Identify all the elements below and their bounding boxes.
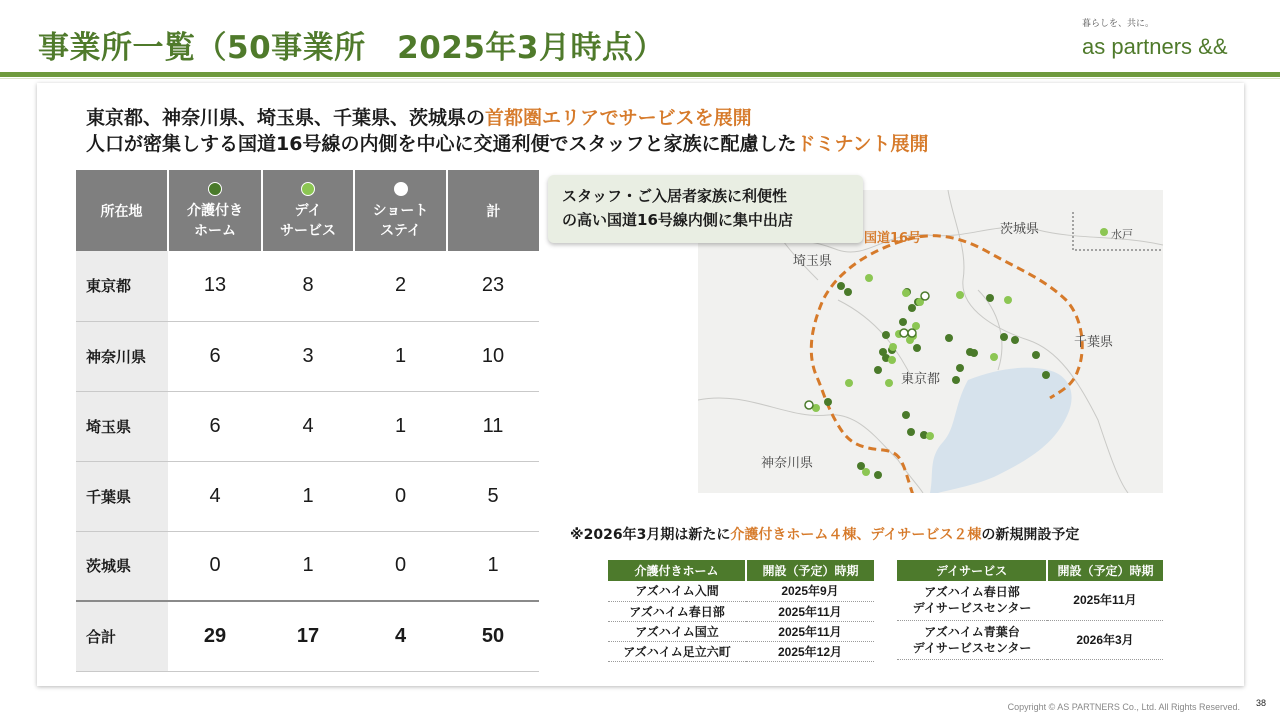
logo-wordmark: as partners && — [1082, 34, 1228, 59]
route-16-label: 国道16号 — [864, 231, 922, 246]
facility-count-table — [76, 170, 539, 672]
col-facility: 介護付きホーム — [608, 560, 746, 581]
cell-total: 1 — [447, 531, 539, 601]
col-facility: デイサービス — [897, 560, 1047, 581]
row-label: 合計 — [76, 601, 168, 671]
map-label-mito: 水戸 — [1111, 228, 1133, 241]
facility-name — [897, 620, 1047, 659]
table-header-row — [76, 170, 539, 251]
page-number: 38 — [1255, 698, 1266, 708]
cell-care-home: 13 — [168, 251, 262, 321]
cell-short-stay: 0 — [354, 461, 447, 531]
note-highlight: 介護付きホーム４棟、デイサービス２棟 — [730, 527, 982, 543]
row-label: 埼玉県 — [76, 391, 168, 461]
table-row — [608, 641, 874, 661]
map-label-saitama: 埼玉県 — [793, 254, 833, 269]
facility-name: アズハイム春日部 — [608, 601, 746, 621]
cell-total: 50 — [447, 601, 539, 671]
cell-day-service: 1 — [262, 531, 354, 601]
page-title: 事業所一覧（50事業所 2025年3月時点） — [38, 30, 665, 66]
facility-name: アズハイム国立 — [608, 621, 746, 641]
care-home-dot-icon — [208, 182, 222, 196]
new-care-home-table — [608, 560, 874, 662]
cell-care-home: 6 — [168, 321, 262, 391]
cell-short-stay: 1 — [354, 391, 447, 461]
row-label: 千葉県 — [76, 461, 168, 531]
company-logo — [1076, 16, 1246, 62]
map-label-ibaraki: 茨城県 — [1000, 222, 1040, 237]
lead-line-1-text: 東京都、神奈川県、埼玉県、千葉県、茨城県の — [86, 107, 486, 129]
facility-name-line-2: デイサービスセンター — [912, 601, 1032, 616]
lead-text — [86, 105, 929, 157]
col-open-date: 開設（予定）時期 — [1047, 560, 1163, 581]
row-label: 東京都 — [76, 251, 168, 321]
open-date: 2025年12月 — [746, 641, 874, 661]
cell-day-service: 8 — [262, 251, 354, 321]
cell-short-stay: 4 — [354, 601, 447, 671]
cell-day-service: 17 — [262, 601, 354, 671]
callout-line-2: の高い国道16号線内側に集中出店 — [562, 211, 793, 229]
open-date: 2025年9月 — [746, 581, 874, 601]
table-row — [608, 601, 874, 621]
table-row — [76, 461, 539, 531]
lead-line-1-highlight: 首都圏エリアでサービスを展開 — [485, 107, 752, 129]
copyright-text: Copyright © AS PARTNERS Co., Ltd. All Rights Reserved. — [1007, 702, 1240, 712]
facility-name-line-1: アズハイム青葉台 — [924, 624, 1020, 639]
lead-line-2-text: 人口が密集しする国道16号線の内側を中心に交通利便でスタッフと家族に配慮した — [86, 133, 797, 155]
cell-day-service: 4 — [262, 391, 354, 461]
col-location: 所在地 — [76, 170, 168, 251]
table-row — [897, 581, 1163, 620]
header-divider-thin — [0, 78, 1280, 79]
table-row — [76, 321, 539, 391]
new-day-service-table — [897, 560, 1163, 660]
cell-day-service: 1 — [262, 461, 354, 531]
cell-care-home: 0 — [168, 531, 262, 601]
cell-short-stay: 1 — [354, 321, 447, 391]
cell-short-stay: 2 — [354, 251, 447, 321]
table-row — [608, 581, 874, 601]
map-label-kanagawa: 神奈川県 — [761, 456, 814, 471]
note-suffix: の新規開設予定 — [981, 527, 1080, 543]
open-date: 2025年11月 — [1047, 581, 1163, 620]
map-label-tokyo: 東京都 — [901, 372, 941, 387]
tokyo-bay — [930, 368, 1072, 493]
map-label-chiba: 千葉県 — [1074, 335, 1114, 350]
open-date: 2025年11月 — [746, 601, 874, 621]
map-callout — [548, 175, 863, 243]
opening-plan-note — [570, 524, 1079, 544]
lead-line-2-highlight: ドミナント展開 — [796, 133, 929, 155]
row-label: 神奈川県 — [76, 321, 168, 391]
table-row — [608, 621, 874, 641]
cell-short-stay: 0 — [354, 531, 447, 601]
facility-name — [897, 581, 1047, 620]
facility-name-line-2: デイサービスセンター — [912, 640, 1032, 655]
table-row — [76, 391, 539, 461]
table-row — [897, 620, 1163, 659]
mito-dot — [1100, 228, 1108, 236]
header-divider — [0, 72, 1280, 77]
col-care-home — [168, 170, 262, 251]
table-row — [76, 531, 539, 601]
cell-care-home: 29 — [168, 601, 262, 671]
col-day-service-label: デイ サービス — [280, 201, 336, 238]
lead-line-1 — [86, 105, 929, 131]
open-date: 2026年3月 — [1047, 620, 1163, 659]
cell-total: 10 — [447, 321, 539, 391]
facility-name: アズハイム入間 — [608, 581, 746, 601]
logo-tagline: 暮らしを、共に。 — [1082, 19, 1155, 29]
table-header-row — [608, 560, 874, 581]
callout-line-1: スタッフ・ご入居者家族に利便性 — [562, 187, 788, 205]
cell-total: 11 — [447, 391, 539, 461]
cell-care-home: 4 — [168, 461, 262, 531]
facility-name-line-1: アズハイム春日部 — [924, 585, 1020, 600]
row-label: 茨城県 — [76, 531, 168, 601]
short-stay-dot-icon — [394, 182, 408, 196]
col-care-home-label: 介護付き ホーム — [187, 201, 243, 238]
cell-total: 5 — [447, 461, 539, 531]
open-date: 2025年11月 — [746, 621, 874, 641]
cell-day-service: 3 — [262, 321, 354, 391]
facility-name: アズハイム足立六町 — [608, 641, 746, 661]
note-prefix: ※2026年3月期は新たに — [570, 527, 731, 543]
cell-care-home: 6 — [168, 391, 262, 461]
table-row — [76, 251, 539, 321]
col-total: 計 — [447, 170, 539, 251]
col-day-service — [262, 170, 354, 251]
col-short-stay-label: ショート ステイ — [372, 201, 429, 238]
col-short-stay — [354, 170, 447, 251]
col-open-date: 開設（予定）時期 — [746, 560, 874, 581]
table-header-row — [897, 560, 1163, 581]
day-service-dot-icon — [301, 182, 315, 196]
cell-total: 23 — [447, 251, 539, 321]
lead-line-2 — [86, 131, 929, 157]
table-total-row — [76, 601, 539, 671]
